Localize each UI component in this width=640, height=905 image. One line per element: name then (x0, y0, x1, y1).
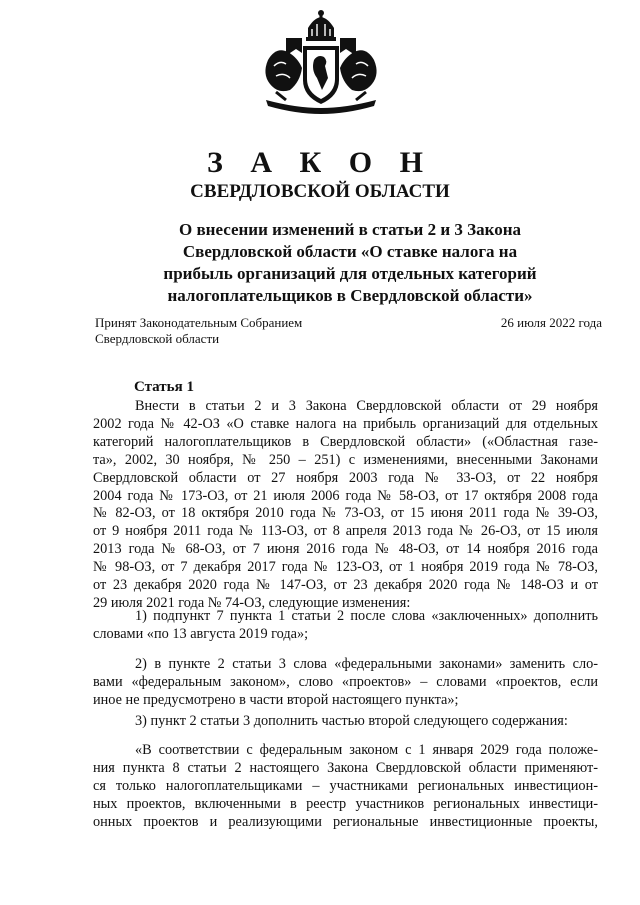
text-line: № 82-ОЗ, от 18 октября 2010 года № 73-ОЗ, от 15 июня 2011 года № 39-ОЗ, (93, 505, 598, 522)
text-line: ся только налогоплательщиками – участниками региональных инвестицион- (93, 777, 598, 794)
article-intro (93, 398, 598, 613)
law-subject (100, 219, 600, 307)
text-line: та», 2002, 30 ноября, № 250 – 251) с изменениями, внесенными Законами (93, 451, 598, 468)
amendment-quote (93, 742, 598, 832)
text-line: Внести в статьи 2 и 3 Закона Свердловской области от 29 ноября (135, 398, 598, 414)
text-line: 2013 года № 68-ОЗ, от 7 июня 2016 года № 48-ОЗ, от 14 ноября 2016 года (93, 541, 598, 558)
text-line: ния пункта 8 статьи 2 настоящего Закона Свердловской области применяют- (93, 759, 598, 776)
text-line: Свердловской области от 27 ноября 2003 года № 33-ОЗ, от 22 ноября (93, 469, 598, 486)
amendment-item-1 (93, 608, 598, 644)
subject-line: О внесении изменений в статьи 2 и 3 Закона (179, 220, 521, 239)
article-title: Статья 1 (134, 379, 194, 395)
adoption-info (95, 315, 302, 347)
text-line: 2004 года № 173-ОЗ, от 21 июля 2006 года № 58-ОЗ, от 17 октября 2008 года (93, 487, 598, 504)
text-line: категорий налогоплательщиков в Свердловской области» («Областная газе- (93, 433, 598, 450)
text-line: от 9 ноября 2011 года № 113-ОЗ, от 8 апреля 2013 года № 26-ОЗ, от 15 июля (93, 523, 598, 540)
text-line: онных проектов и реализующими региональные инвестиционные проекты, (93, 813, 598, 830)
region-title: СВЕРДЛОВСКОЙ ОБЛАСТИ (190, 181, 450, 202)
text-line: вами «федеральным законом», слово «проектов» – словами «проектов, если (93, 673, 598, 690)
coat-of-arms-icon (256, 8, 386, 118)
text-line: «В соответствии с федеральным законом с 1 января 2029 года положе- (135, 742, 598, 758)
text-line: ных проектов, включенными в реестр участников региональных инвестици- (93, 795, 598, 812)
text-line: словами «по 13 августа 2019 года»; (93, 625, 309, 642)
adoption-line: Свердловской области (95, 331, 220, 346)
text-line: 3) пункт 2 статьи 3 дополнить частью второй следующего содержания: (135, 713, 568, 729)
amendment-item-3 (93, 713, 598, 731)
adoption-date: 26 июля 2022 года (500, 315, 602, 330)
subject-line: налогоплательщиков в Свердловской области» (167, 286, 533, 305)
text-line: 1) подпункт 7 пункта 1 статьи 2 после слова «заключенных» дополнить (135, 608, 598, 624)
amendment-item-2 (93, 656, 598, 710)
text-line: от 23 декабря 2020 года № 147-ОЗ, от 23 декабря 2020 года № 148-ОЗ и от (93, 577, 598, 594)
emblem (256, 8, 386, 118)
text-line: 2002 года № 42-ОЗ «О ставке налога на прибыль организаций для отдельных (93, 415, 598, 432)
text-line: иное не предусмотрено в части второй настоящего пункта»; (93, 691, 459, 708)
law-title: З А К О Н (207, 146, 433, 179)
subject-line: Свердловской области «О ставке налога на (182, 242, 518, 261)
text-line: № 98-ОЗ, от 7 декабря 2017 года № 123-ОЗ, от 1 ноября 2019 года № 78-ОЗ, (93, 559, 598, 576)
subject-line: прибыль организаций для отдельных категорий (163, 264, 537, 283)
text-line: 2) в пункте 2 статьи 3 слова «федеральными законами» заменить сло- (135, 656, 598, 672)
text-line: 29 июля 2021 года № 74-ОЗ, следующие изменения: (93, 594, 411, 611)
adoption-line: Принят Законодательным Собранием (95, 315, 303, 330)
